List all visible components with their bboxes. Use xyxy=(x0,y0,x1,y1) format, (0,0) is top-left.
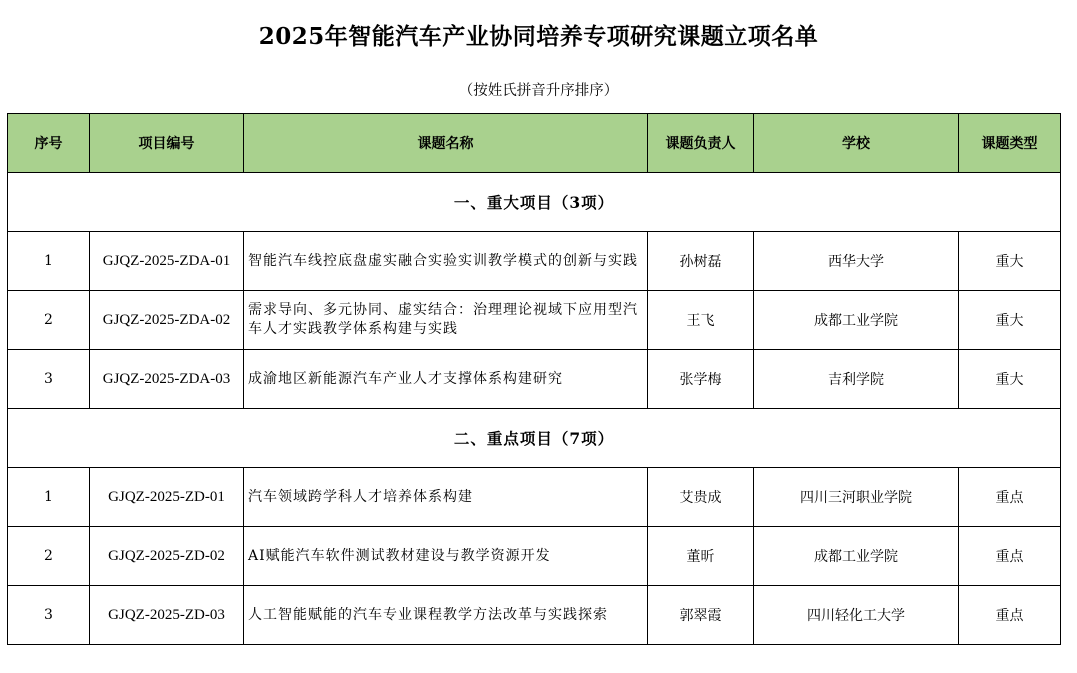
cell-leader: 董昕 xyxy=(648,527,754,586)
cell-index: 3 xyxy=(8,350,90,409)
cell-leader: 孙树磊 xyxy=(648,232,754,291)
cell-type: 重点 xyxy=(959,468,1061,527)
header-type: 课题类型 xyxy=(959,114,1061,173)
header-project-name: 课题名称 xyxy=(244,114,648,173)
cell-index: 2 xyxy=(8,527,90,586)
cell-code: GJQZ-2025-ZDA-01 xyxy=(90,232,244,291)
header-project-code: 项目编号 xyxy=(90,114,244,173)
cell-leader: 张学梅 xyxy=(648,350,754,409)
cell-code: GJQZ-2025-ZD-02 xyxy=(90,527,244,586)
cell-name: 人工智能赋能的汽车专业课程教学方法改革与实践探索 xyxy=(244,586,648,645)
section-row-key xyxy=(8,409,1061,468)
table-row xyxy=(8,350,1061,409)
cell-school: 四川轻化工大学 xyxy=(754,586,959,645)
cell-school: 成都工业学院 xyxy=(754,291,959,350)
cell-type: 重大 xyxy=(959,232,1061,291)
cell-name: 智能汽车线控底盘虚实融合实验实训教学模式的创新与实践 xyxy=(244,232,648,291)
table-row xyxy=(8,586,1061,645)
cell-type: 重点 xyxy=(959,527,1061,586)
cell-school: 成都工业学院 xyxy=(754,527,959,586)
cell-code: GJQZ-2025-ZDA-02 xyxy=(90,291,244,350)
cell-school: 四川三河职业学院 xyxy=(754,468,959,527)
section-row-major xyxy=(8,173,1061,232)
cell-name: 成渝地区新能源汽车产业人才支撑体系构建研究 xyxy=(244,350,648,409)
table-row xyxy=(8,232,1061,291)
cell-index: 3 xyxy=(8,586,90,645)
header-school: 学校 xyxy=(754,114,959,173)
table-row xyxy=(8,291,1061,350)
cell-school: 吉利学院 xyxy=(754,350,959,409)
cell-leader: 艾贵成 xyxy=(648,468,754,527)
table-row xyxy=(8,527,1061,586)
cell-leader: 王飞 xyxy=(648,291,754,350)
section-label: 一、重大项目（3项） xyxy=(8,173,1061,232)
cell-index: 1 xyxy=(8,232,90,291)
document-title: 2025年智能汽车产业协同培养专项研究课题立项名单 xyxy=(258,23,819,50)
table-row xyxy=(8,468,1061,527)
cell-type: 重点 xyxy=(959,586,1061,645)
cell-code: GJQZ-2025-ZD-01 xyxy=(90,468,244,527)
cell-name: 需求导向、多元协同、虚实结合：治理理论视域下应用型汽车人才实践教学体系构建与实践 xyxy=(244,291,648,350)
header-leader: 课题负责人 xyxy=(648,114,754,173)
cell-school: 西华大学 xyxy=(754,232,959,291)
document-subtitle: （按姓氏拼音升序排序） xyxy=(458,83,619,99)
cell-index: 2 xyxy=(8,291,90,350)
cell-code: GJQZ-2025-ZDA-03 xyxy=(90,350,244,409)
header-index: 序号 xyxy=(8,114,90,173)
cell-name: 汽车领域跨学科人才培养体系构建 xyxy=(244,468,648,527)
project-table xyxy=(7,113,1061,645)
section-label: 二、重点项目（7项） xyxy=(8,409,1061,468)
cell-type: 重大 xyxy=(959,291,1061,350)
cell-index: 1 xyxy=(8,468,90,527)
table-header-row xyxy=(8,114,1061,173)
cell-leader: 郭翠霞 xyxy=(648,586,754,645)
cell-type: 重大 xyxy=(959,350,1061,409)
cell-name: AI赋能汽车软件测试教材建设与教学资源开发 xyxy=(244,527,648,586)
cell-code: GJQZ-2025-ZD-03 xyxy=(90,586,244,645)
